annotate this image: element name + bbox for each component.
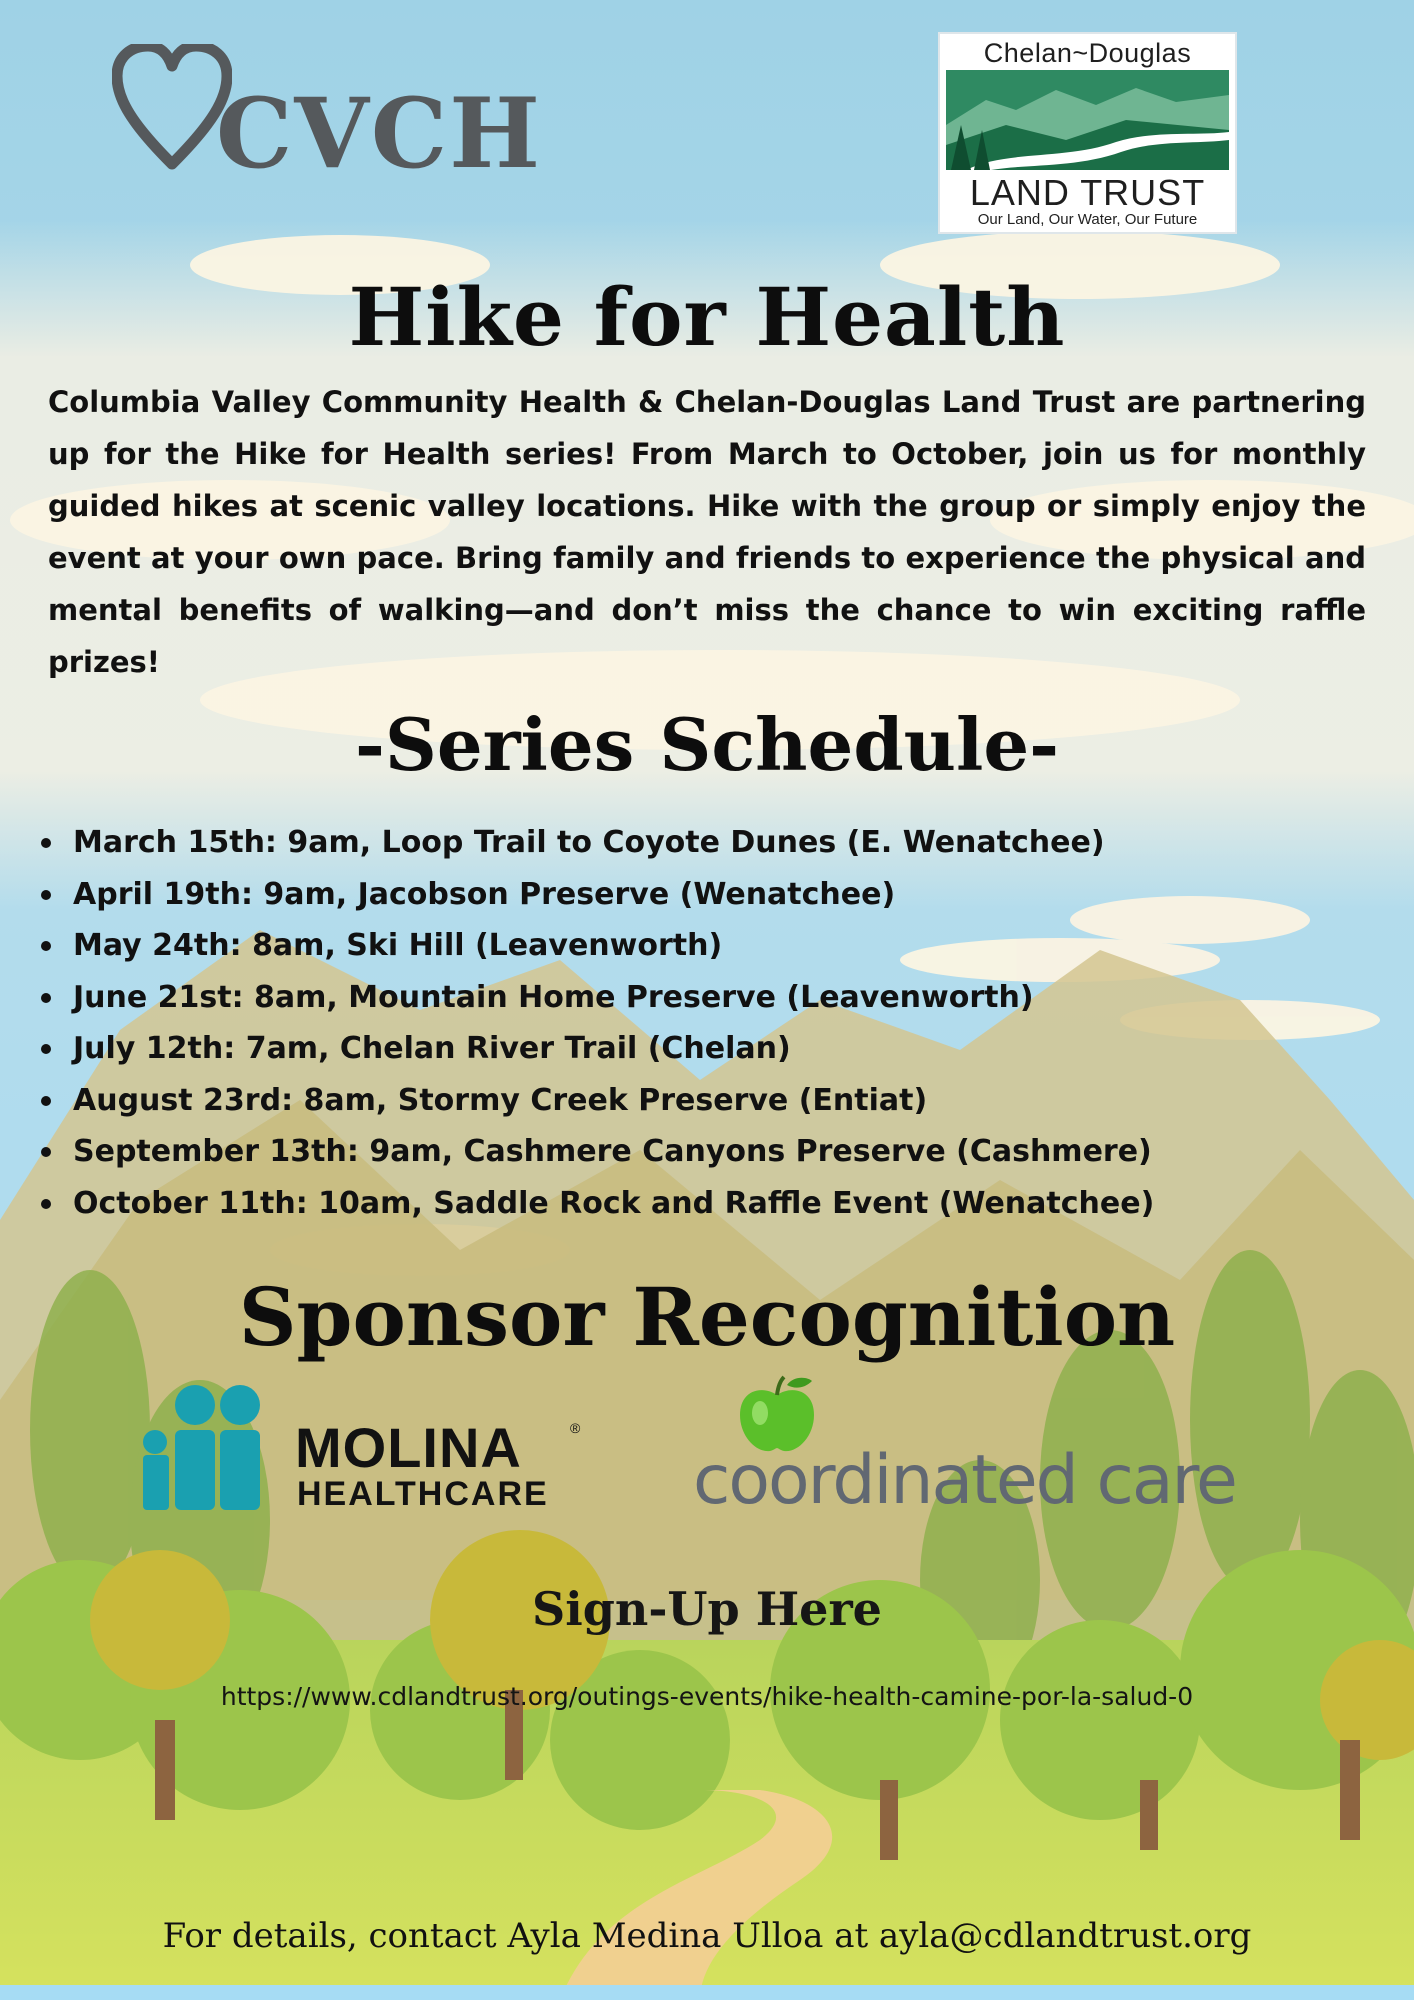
land-trust-main-line: LAND TRUST: [969, 172, 1206, 213]
intro-paragraph: Columbia Valley Community Health & Chelan-Douglas Land Trust are partnering up for the Hike for Health series! From March to October, join us for monthly guided hikes at scenic valley locations. Hike with the group or simply enjoy the event at your own pace. Bring family and friends to experience the physical and mental benefits of walking—and don’t miss the chance to win exciting raffle prizes!: [48, 385, 1366, 679]
land-trust-logo: [938, 32, 1237, 234]
bullet-icon: [41, 993, 51, 1003]
molina-people-icon: [140, 1380, 290, 1515]
registered-mark: ®: [570, 1420, 581, 1436]
bullet-icon: [41, 1096, 51, 1106]
schedule-item-text: June 21st: 8am, Mountain Home Preserve (Leavenworth): [73, 979, 1034, 1015]
contact-line: For details, contact Ayla Medina Ulloa at ayla@cdlandtrust.org: [162, 1916, 1252, 1956]
schedule-heading: -Series Schedule-: [354, 702, 1060, 787]
schedule-item-text: August 23rd: 8am, Stormy Creek Preserve (Entiat): [73, 1082, 928, 1118]
sponsor-heading: Sponsor Recognition: [238, 1270, 1176, 1364]
bullet-icon: [41, 1147, 51, 1157]
heart-icon: [112, 44, 232, 174]
schedule-item-text: July 12th: 7am, Chelan River Trail (Chelan): [73, 1031, 791, 1066]
schedule-list: [40, 817, 1340, 1229]
schedule-item: [40, 920, 1340, 972]
schedule-item: [40, 1178, 1340, 1230]
coordinated-care-logo: [690, 1375, 1250, 1525]
schedule-item: [40, 972, 1340, 1024]
coordinated-care-text: coordinated care: [693, 1441, 1236, 1520]
schedule-item-text: April 19th: 9am, Jacobson Preserve (Wenatchee): [73, 876, 896, 912]
schedule-item: [40, 1126, 1340, 1178]
schedule-item: [40, 817, 1340, 869]
bullet-icon: [41, 941, 51, 951]
schedule-item: [40, 1075, 1340, 1127]
molina-logo-subname: HEALTHCARE: [297, 1475, 549, 1513]
bullet-icon: [41, 1199, 51, 1209]
schedule-item-text: May 24th: 8am, Ski Hill (Leavenworth): [73, 928, 723, 963]
land-trust-tagline: Our Land, Our Water, Our Future: [977, 211, 1198, 228]
signup-link[interactable]: https://www.cdlandtrust.org/outings-events/hike-health-camine-por-la-salud-0: [220, 1682, 1194, 1711]
schedule-item: [40, 869, 1340, 921]
bullet-icon: [41, 890, 51, 900]
signup-heading: Sign-Up Here: [532, 1582, 882, 1636]
cvch-logo: [112, 44, 542, 190]
schedule-item-text: October 11th: 10am, Saddle Rock and Raffle Event (Wenatchee): [73, 1185, 1155, 1221]
bullet-icon: [41, 1044, 51, 1054]
cvch-logo-text: CVCH: [216, 77, 542, 190]
bullet-icon: [41, 838, 51, 848]
molina-logo: [140, 1380, 600, 1515]
schedule-item: [40, 1023, 1340, 1075]
schedule-item-text: March 15th: 9am, Loop Trail to Coyote Dunes (E. Wenatchee): [73, 825, 1105, 860]
molina-logo-name: MOLINA: [295, 1416, 522, 1479]
page-title: Hike for Health: [348, 270, 1066, 364]
schedule-item-text: September 13th: 9am, Cashmere Canyons Preserve (Cashmere): [73, 1134, 1152, 1169]
mountain-river-icon: [946, 70, 1229, 170]
land-trust-top-line: Chelan~Douglas: [983, 38, 1192, 68]
